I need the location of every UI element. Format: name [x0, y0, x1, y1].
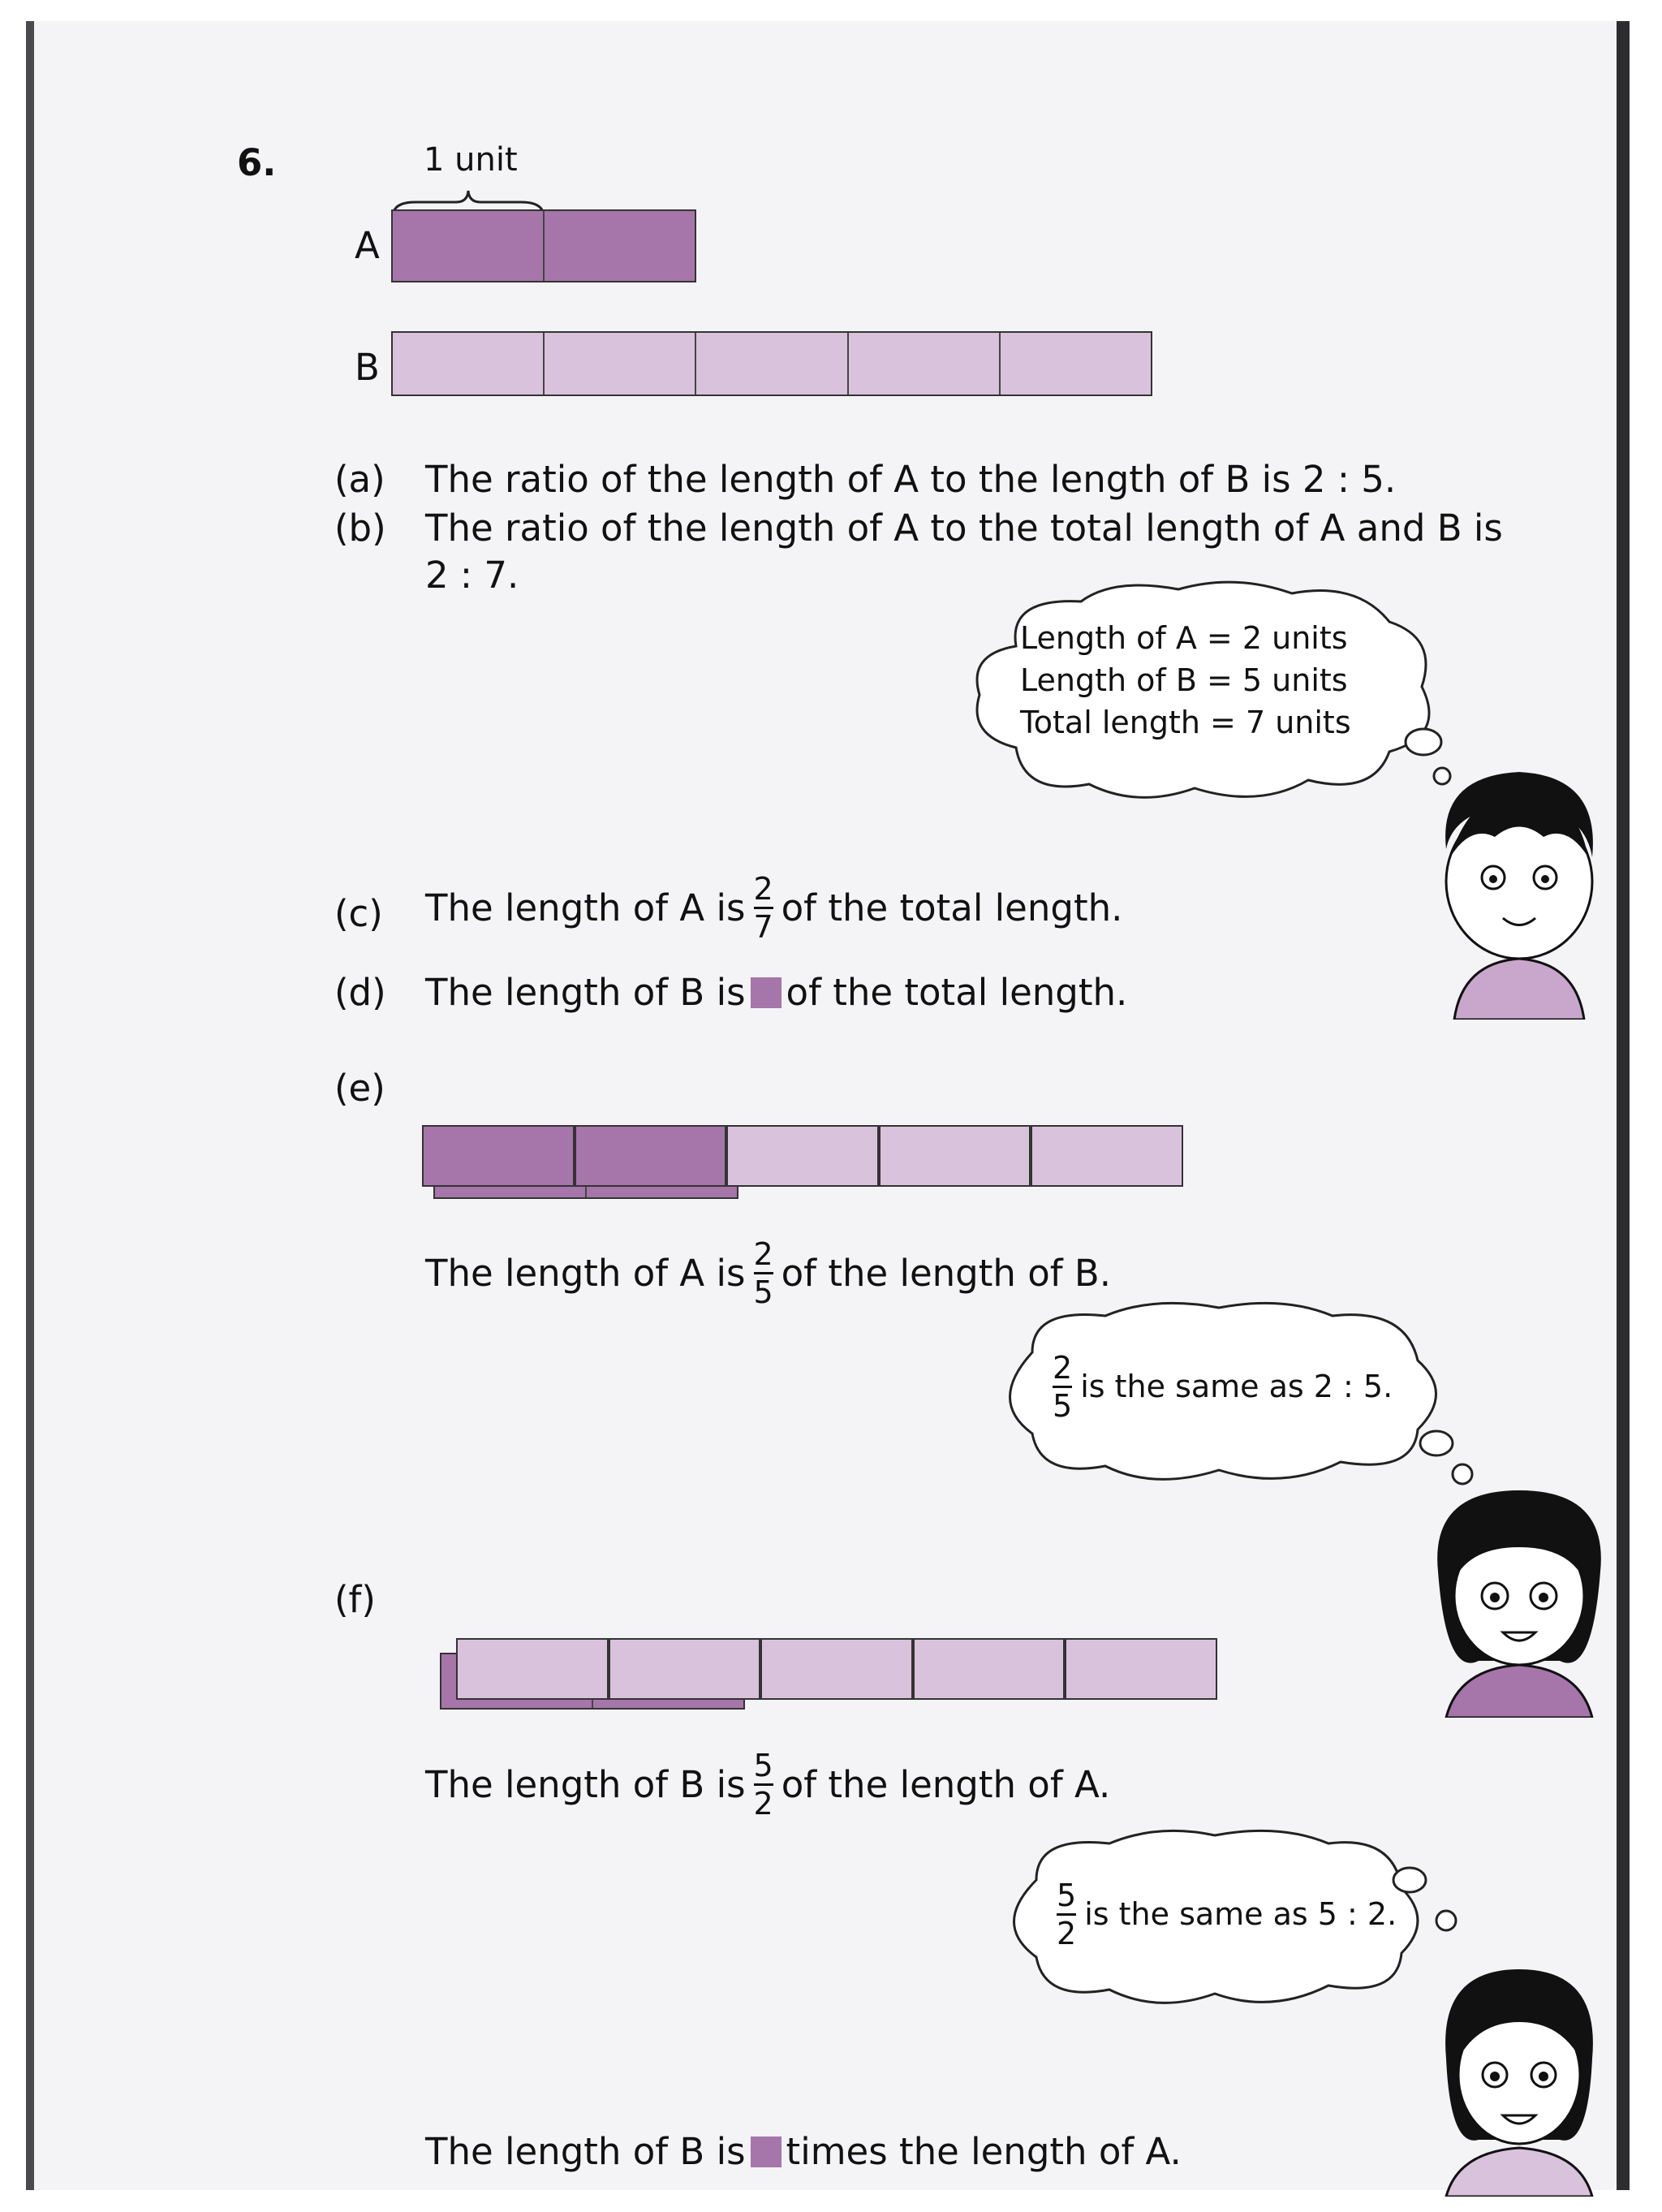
- fraction-denominator: 5: [1053, 1388, 1073, 1424]
- part-c-text-before: The length of A is: [425, 886, 746, 929]
- part-g-sentence: [425, 2132, 1182, 2172]
- part-b-text-line1: The ratio of the length of A to the total length of A and B is: [425, 507, 1503, 550]
- bar-b: [391, 331, 1152, 396]
- part-b-text-line2: 2 : 7.: [425, 554, 519, 597]
- unit-label: 1 unit: [424, 141, 518, 179]
- thought-units-line1: Length of A = 2 units: [1020, 620, 1348, 656]
- part-e-label: (e): [334, 1067, 385, 1110]
- part-c-label: (c): [334, 892, 383, 935]
- bar-b-unit: [913, 1638, 1066, 1700]
- part-c-sentence: [425, 871, 1123, 945]
- girl-illustration-2: [1414, 1953, 1625, 2197]
- part-d-label: (d): [334, 971, 386, 1014]
- part-f-text-before: The length of B is: [425, 1762, 746, 1806]
- girl-illustration: [1414, 1474, 1625, 1718]
- thought-fraction: [1053, 1350, 1073, 1424]
- part-g-text-after: times the length of A.: [786, 2130, 1182, 2173]
- fraction-numerator: 5: [753, 1748, 773, 1783]
- bar-b-unit: [456, 1638, 609, 1700]
- thought-units-line3: Total length = 7 units: [1020, 705, 1351, 740]
- worksheet-page: [26, 21, 1630, 2190]
- bar-b-unit: [1001, 333, 1151, 395]
- part-d-text-after: of the total length.: [786, 971, 1128, 1014]
- part-f-label: (f): [334, 1578, 376, 1621]
- bar-b-unit: [1031, 1125, 1183, 1187]
- thought-five-halves: [1048, 1880, 1397, 1949]
- part-f-sentence: [425, 1748, 1111, 1822]
- part-d-sentence: [425, 972, 1127, 1013]
- bar-b-unit: [760, 1638, 913, 1700]
- bar-a: [391, 209, 696, 282]
- bar-b-unit: [849, 333, 1001, 395]
- bar-b-unit: [726, 1125, 879, 1187]
- part-c-fraction: [753, 871, 773, 945]
- bar-a-unit: [545, 211, 695, 281]
- part-g-text-before: The length of B is: [425, 2130, 746, 2173]
- bar-b-unit: [609, 1638, 761, 1700]
- fraction-denominator: 2: [753, 1786, 773, 1822]
- question-number: 6.: [237, 141, 277, 184]
- thought-two-fifths-text: is the same as 2 : 5.: [1080, 1368, 1393, 1404]
- part-c-text-after: of the total length.: [781, 886, 1123, 929]
- fraction-numerator: 5: [1057, 1878, 1077, 1913]
- part-e-fraction: [753, 1236, 773, 1310]
- part-b-label: (b): [334, 507, 386, 550]
- thought-bubble-dot: [1430, 1904, 1462, 1937]
- part-d-text-before: The length of B is: [425, 971, 746, 1014]
- bar-b-unit: [879, 1125, 1031, 1187]
- answer-box: [751, 2137, 781, 2167]
- bar-a-unit: [393, 211, 545, 281]
- part-a-text: The ratio of the length of A to the length of B is 2 : 5.: [425, 458, 1397, 501]
- fraction-denominator: 2: [1057, 1916, 1077, 1951]
- answer-box: [751, 977, 781, 1008]
- thought-fraction: [1057, 1880, 1076, 1949]
- thought-five-halves-text: is the same as 5 : 2.: [1084, 1895, 1397, 1932]
- fraction-numerator: 2: [1053, 1350, 1073, 1386]
- bar-a-label: A: [355, 224, 380, 267]
- thought-two-fifths: [1044, 1350, 1393, 1424]
- bar-a-unit: [575, 1125, 727, 1187]
- bar-b-label: B: [355, 346, 380, 389]
- thought-units-line2: Length of B = 5 units: [1020, 662, 1348, 698]
- bar-b-unit: [1065, 1638, 1217, 1700]
- bar-b-unit: [545, 333, 696, 395]
- boy-illustration: [1422, 760, 1617, 1020]
- part-a-label: (a): [334, 458, 385, 501]
- part-e-text-after: of the length of B.: [781, 1251, 1112, 1295]
- part-e-text-before: The length of A is: [425, 1251, 746, 1295]
- part-f-fraction: [753, 1748, 773, 1822]
- part-f-text-after: of the length of A.: [781, 1762, 1111, 1806]
- bar-b-unit: [393, 333, 545, 395]
- bar-compare-e: [422, 1125, 1183, 1187]
- bar-a-unit: [422, 1125, 575, 1187]
- fraction-denominator: 5: [753, 1274, 773, 1310]
- fraction-denominator: 7: [753, 909, 773, 945]
- bar-b-unit: [696, 333, 848, 395]
- fraction-numerator: 2: [753, 871, 773, 907]
- fraction-numerator: 2: [753, 1236, 773, 1272]
- bar-compare-f: [456, 1638, 1217, 1700]
